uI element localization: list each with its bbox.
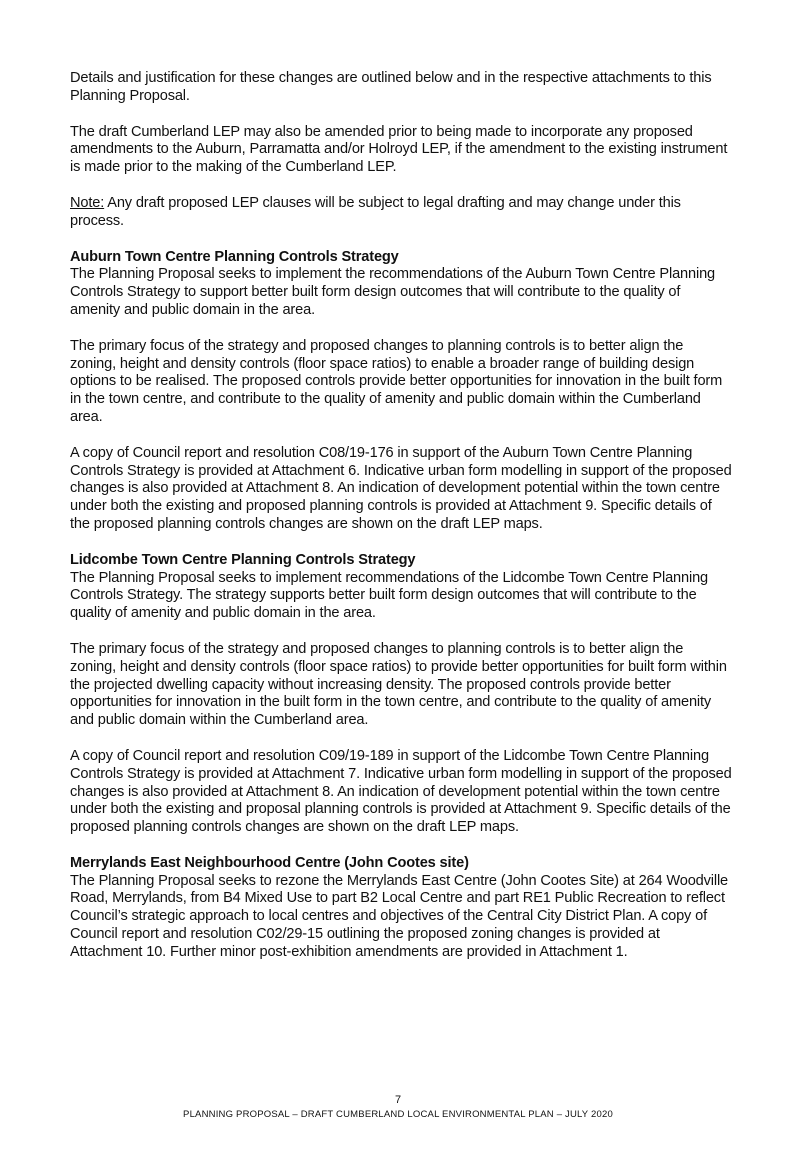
page-footer: PLANNING PROPOSAL – DRAFT CUMBERLAND LOCAL ENVIRONMENTAL PLAN – JULY 2020 <box>183 1109 613 1120</box>
intro-paragraph-2: The draft Cumberland LEP may also be amended prior to being made to incorporate any proposed amendments to the Auburn, Parramatta and/or Holroyd LEP, if the amendment to the existing instrument is made prior to the making of the Cumberland LEP. <box>70 123 728 176</box>
note-text: Any draft proposed LEP clauses will be subject to legal drafting and may change under this process. <box>70 194 681 229</box>
auburn-paragraph-3: A copy of Council report and resolution C08/19-176 in support of the Auburn Town Centre Planning Controls Strategy is provided at Attachment 6. Indicative urban form modelling in support of the proposed changes is also provided at Attachment 8. An indication of development potential within the town centre under both the existing and proposed planning controls is provided at Attachment 9. Specific details of the proposed planning controls changes are shown on the draft LEP maps. <box>70 444 732 532</box>
lidcombe-paragraph-3: A copy of Council report and resolution C09/19-189 in support of the Lidcombe Town Centre Planning Controls Strategy is provided at Attachment 7. Indicative urban form modelling in support of the proposed changes is also provided at Attachment 8. An indication of development potential within the town centre under both the existing and proposal planning controls is provided at Attachment 9. Specific details of the proposed planning controls changes are shown on the draft LEP maps. <box>70 747 732 836</box>
auburn-paragraph-1: The Planning Proposal seeks to implement the recommendations of the Auburn Town Centre Planning Controls Strategy to support better built form design outcomes that will contribute to the quality of amenity and public domain in the area. <box>70 266 716 318</box>
lidcombe-paragraph-1: The Planning Proposal seeks to implement recommendations of the Lidcombe Town Centre Planning Controls Strategy. The strategy supports better built form design outcomes that will contribute to the quality of amenity and public domain in the area. <box>70 569 709 622</box>
merrylands-paragraph-1: The Planning Proposal seeks to rezone the Merrylands East Centre (John Cootes Site) at 264 Woodville Road, Merrylands, from B4 Mixed Use to part B2 Local Centre and part RE1 Public Recreation to reflect Council’s strategic approach to local centres and objectives of the Central City District Plan. A copy of Council report and resolution C02/29-15 outlining the proposed zoning changes is provided at Attachment 10. Further minor post-exhibition amendments are provided in Attachment 1. <box>70 872 729 960</box>
intro-paragraph-1: Details and justification for these changes are outlined below and in the respective attachments to this Planning Proposal. <box>70 70 712 104</box>
auburn-paragraph-2: The primary focus of the strategy and proposed changes to planning controls is to better align the zoning, height and density controls (floor space ratios) to enable a broader range of building design options to be realised. The proposed controls provide better opportunities for innovation in the built form in the town centre, and contribute to the quality of amenity and public domain within the Cumberland area. <box>70 337 723 425</box>
lidcombe-paragraph-2: The primary focus of the strategy and proposed changes to planning controls is to better align the zoning, height and density controls (floor space ratios) to provide better opportunities for built form within the projected dwelling capacity without increasing density. The proposed controls provide better opportunities for innovation in the built form in the town centre, and contribute to the quality of amenity and public domain within the Cumberland area. <box>70 640 727 729</box>
lidcombe-heading: Lidcombe Town Centre Planning Controls Strategy <box>70 551 416 568</box>
note-paragraph <box>70 195 732 231</box>
auburn-heading: Auburn Town Centre Planning Controls Strategy <box>70 248 399 265</box>
page-number: 7 <box>394 1094 402 1106</box>
document-page <box>70 70 732 980</box>
merrylands-heading: Merrylands East Neighbourhood Centre (John Cootes site) <box>70 854 469 871</box>
note-label: Note: <box>70 194 105 211</box>
